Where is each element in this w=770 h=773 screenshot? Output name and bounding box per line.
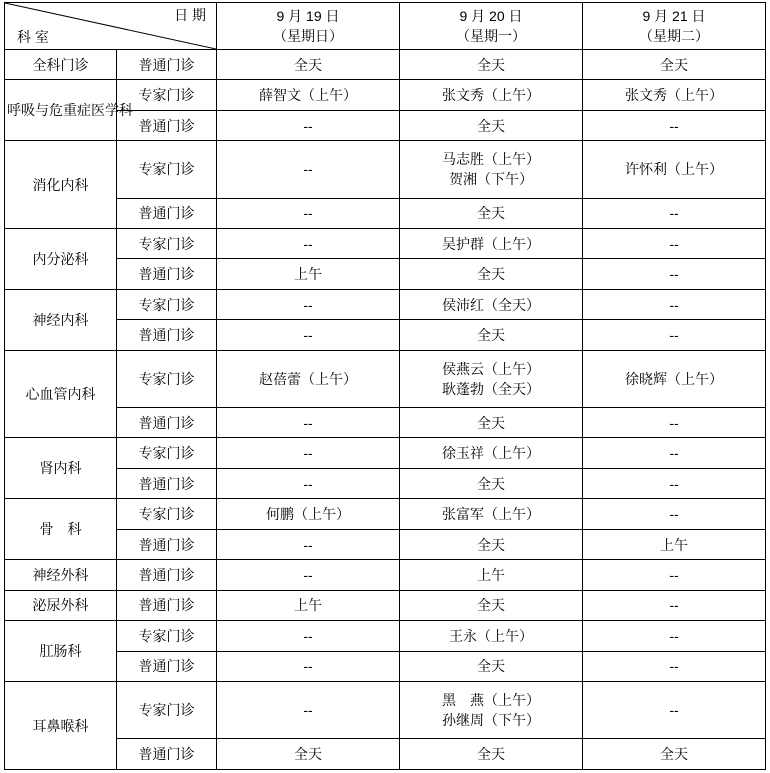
department-name-cell: 骨 科: [5, 499, 117, 560]
schedule-entry: 耿蓬勃（全天）: [442, 380, 540, 397]
department-name-cell: 消化内科: [5, 141, 117, 229]
clinic-type-cell: 专家门诊: [117, 350, 217, 407]
outpatient-schedule-table: [4, 2, 766, 770]
schedule-cell-day3: 徐晓辉（上午）: [583, 350, 766, 407]
clinic-type-cell: 普通门诊: [117, 407, 217, 437]
schedule-cell-day2: 全天: [400, 468, 583, 498]
schedule-cell-day2: [400, 682, 583, 739]
table-row: [5, 289, 766, 319]
header-day-weekday: （星期一）: [456, 28, 526, 44]
table-row: [5, 468, 766, 498]
schedule-cell-day3: --: [583, 407, 766, 437]
schedule-cell-day2: 全天: [400, 529, 583, 559]
header-day-weekday: （星期日）: [273, 28, 343, 44]
department-name-cell: 内分泌科: [5, 228, 117, 289]
department-name-cell: 神经内科: [5, 289, 117, 350]
table-row: [5, 529, 766, 559]
schedule-cell-day3: 全天: [583, 50, 766, 80]
clinic-type-cell: 专家门诊: [117, 141, 217, 198]
clinic-type-cell: 专家门诊: [117, 682, 217, 739]
schedule-cell-day1: --: [217, 438, 400, 468]
clinic-type-cell: 普通门诊: [117, 560, 217, 590]
schedule-cell-day2: 全天: [400, 739, 583, 770]
schedule-cell-day2: [400, 141, 583, 198]
header-day-1: [217, 3, 400, 50]
schedule-cell-day1: --: [217, 198, 400, 228]
schedule-cell-day3: --: [583, 320, 766, 350]
schedule-cell-day3: --: [583, 468, 766, 498]
schedule-cell-day2: 全天: [400, 320, 583, 350]
schedule-cell-day1: --: [217, 621, 400, 651]
schedule-cell-day3: 上午: [583, 529, 766, 559]
schedule-cell-day1: --: [217, 289, 400, 319]
schedule-entry: 黑 燕（上午）: [442, 692, 540, 709]
schedule-entry: 马志胜（上午）: [442, 151, 540, 168]
header-day-3: [583, 3, 766, 50]
department-name-cell: 肛肠科: [5, 621, 117, 682]
schedule-cell-day3: --: [583, 651, 766, 681]
schedule-cell-day1: 全天: [217, 739, 400, 770]
schedule-cell-day1: --: [217, 560, 400, 590]
table-row: [5, 682, 766, 739]
schedule-cell-day1: 上午: [217, 590, 400, 620]
header-day-date: 9 月 19 日: [276, 7, 340, 24]
table-row: [5, 739, 766, 770]
schedule-cell-day3: --: [583, 228, 766, 258]
schedule-cell-day3: 许怀利（上午）: [583, 141, 766, 198]
clinic-type-cell: 普通门诊: [117, 320, 217, 350]
schedule-cell-day3: --: [583, 590, 766, 620]
clinic-type-cell: 专家门诊: [117, 289, 217, 319]
schedule-cell-day2: 王永（上午）: [400, 621, 583, 651]
clinic-type-cell: 专家门诊: [117, 499, 217, 529]
table-row: [5, 499, 766, 529]
table-row: [5, 259, 766, 289]
clinic-type-cell: 专家门诊: [117, 80, 217, 110]
schedule-entry: 孙继周（下午）: [442, 712, 540, 729]
schedule-cell-day3: --: [583, 110, 766, 140]
table-row: [5, 438, 766, 468]
schedule-entry: 侯燕云（上午）: [442, 360, 540, 377]
clinic-type-cell: 普通门诊: [117, 468, 217, 498]
schedule-cell-day2: 侯沛红（全天）: [400, 289, 583, 319]
header-date-label: 日 期: [174, 7, 206, 23]
schedule-body: [5, 3, 766, 770]
schedule-cell-day2: 徐玉祥（上午）: [400, 438, 583, 468]
department-name-cell: 耳鼻喉科: [5, 682, 117, 770]
table-row: [5, 80, 766, 110]
schedule-cell-day3: --: [583, 560, 766, 590]
schedule-cell-day2: [400, 350, 583, 407]
schedule-cell-day1: --: [217, 320, 400, 350]
header-dept-label: 科 室: [17, 28, 49, 45]
schedule-cell-day1: --: [217, 468, 400, 498]
clinic-type-cell: 普通门诊: [117, 259, 217, 289]
schedule-cell-day1: 何鹏（上午）: [217, 499, 400, 529]
table-row: [5, 560, 766, 590]
clinic-type-cell: 专家门诊: [117, 228, 217, 258]
header-day-date: 9 月 21 日: [642, 7, 706, 24]
schedule-entry: 贺湘（下午）: [449, 171, 533, 188]
department-name-cell: 神经外科: [5, 560, 117, 590]
schedule-cell-day2: 全天: [400, 198, 583, 228]
clinic-type-cell: 普通门诊: [117, 739, 217, 770]
clinic-type-cell: 普通门诊: [117, 651, 217, 681]
schedule-cell-day1: --: [217, 228, 400, 258]
schedule-cell-day2: 全天: [400, 110, 583, 140]
schedule-cell-day2: 全天: [400, 407, 583, 437]
schedule-cell-day1: --: [217, 651, 400, 681]
schedule-cell-day1: 薛智文（上午）: [217, 80, 400, 110]
header-corner-cell: [5, 3, 217, 50]
schedule-cell-day3: --: [583, 682, 766, 739]
schedule-cell-day3: --: [583, 499, 766, 529]
schedule-cell-day3: --: [583, 438, 766, 468]
schedule-cell-day1: --: [217, 407, 400, 437]
header-day-weekday: （星期二）: [639, 28, 709, 44]
schedule-cell-day3: 张文秀（上午）: [583, 80, 766, 110]
table-row: [5, 320, 766, 350]
header-day-2: [400, 3, 583, 50]
table-row: [5, 350, 766, 407]
department-name-cell: 呼吸与危重症医学科: [5, 80, 117, 141]
schedule-cell-day1: --: [217, 682, 400, 739]
schedule-cell-day2: 全天: [400, 590, 583, 620]
table-row: [5, 50, 766, 80]
schedule-cell-day1: 上午: [217, 259, 400, 289]
schedule-cell-day3: --: [583, 198, 766, 228]
schedule-cell-day2: 吴护群（上午）: [400, 228, 583, 258]
schedule-cell-day2: 全天: [400, 259, 583, 289]
clinic-type-cell: 专家门诊: [117, 438, 217, 468]
schedule-cell-day1: 全天: [217, 50, 400, 80]
table-row: [5, 198, 766, 228]
table-row: [5, 228, 766, 258]
schedule-cell-day1: --: [217, 110, 400, 140]
table-row: [5, 590, 766, 620]
schedule-cell-day1: --: [217, 529, 400, 559]
department-name-cell: 肾内科: [5, 438, 117, 499]
clinic-type-cell: 普通门诊: [117, 198, 217, 228]
header-day-date: 9 月 20 日: [459, 7, 523, 24]
clinic-type-cell: 普通门诊: [117, 50, 217, 80]
department-name-cell: 泌尿外科: [5, 590, 117, 620]
schedule-cell-day3: --: [583, 259, 766, 289]
department-name-cell: 心血管内科: [5, 350, 117, 438]
table-row: [5, 407, 766, 437]
clinic-type-cell: 普通门诊: [117, 590, 217, 620]
table-row: [5, 651, 766, 681]
table-row: [5, 621, 766, 651]
schedule-cell-day2: 全天: [400, 50, 583, 80]
clinic-type-cell: 普通门诊: [117, 110, 217, 140]
schedule-cell-day3: 全天: [583, 739, 766, 770]
schedule-cell-day3: --: [583, 621, 766, 651]
schedule-cell-day2: 张富军（上午）: [400, 499, 583, 529]
table-header-row: [5, 3, 766, 50]
schedule-cell-day2: 张文秀（上午）: [400, 80, 583, 110]
schedule-cell-day1: --: [217, 141, 400, 198]
schedule-cell-day1: 赵蓓蕾（上午）: [217, 350, 400, 407]
clinic-type-cell: 专家门诊: [117, 621, 217, 651]
clinic-type-cell: 普通门诊: [117, 529, 217, 559]
table-row: [5, 141, 766, 198]
department-name-cell: 全科门诊: [5, 50, 117, 80]
schedule-cell-day2: 全天: [400, 651, 583, 681]
schedule-cell-day2: 上午: [400, 560, 583, 590]
schedule-cell-day3: --: [583, 289, 766, 319]
